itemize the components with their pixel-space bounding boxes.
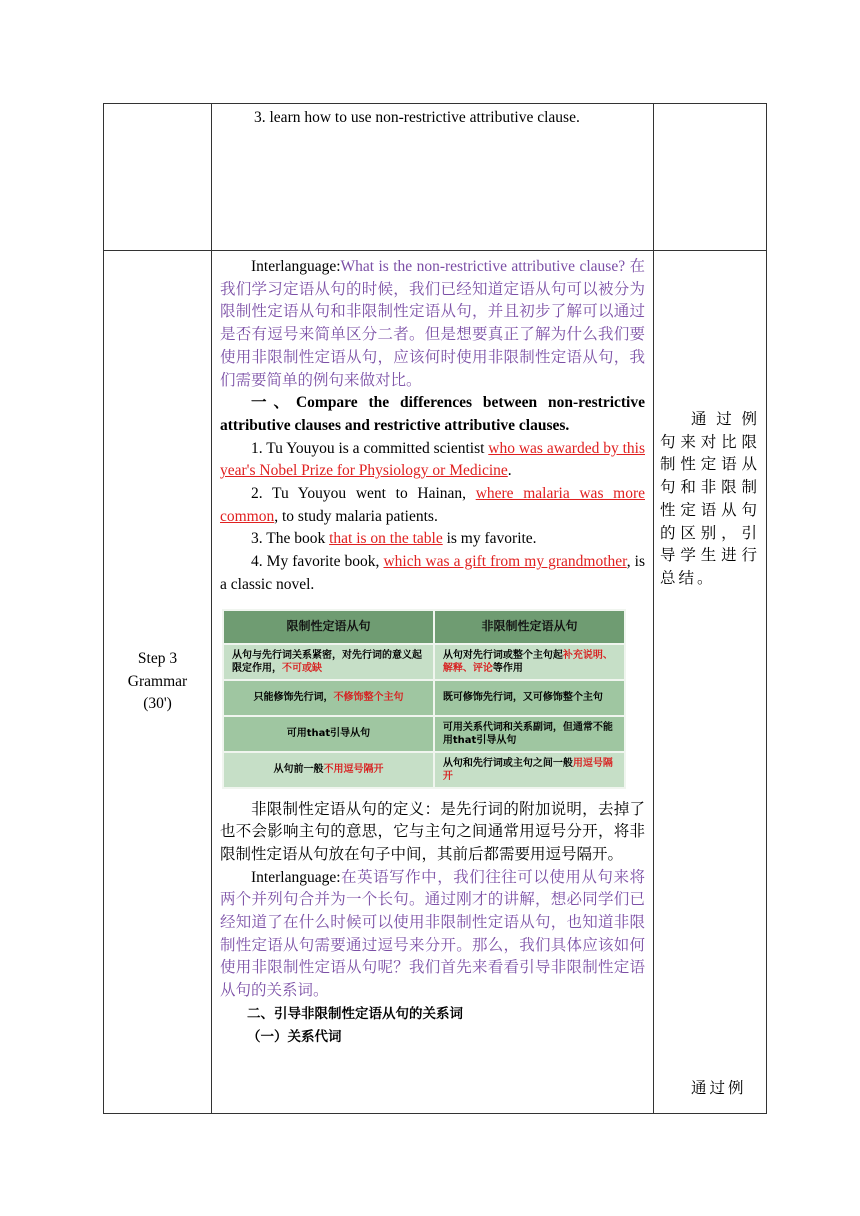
grammar-row (104, 251, 767, 1114)
comparison-row (223, 644, 625, 680)
empty-note-cell (654, 104, 767, 251)
comparison-table (222, 609, 626, 789)
restrictive-cell: 从句与先行词关系紧密，对先行词的意义起限定作用，不可或缺 (223, 644, 434, 680)
intro-text: What is the non-restrictive attributive clause? 在我们学习定语从句的时候，我们已经知道定语从句可以被分为限制性定语从句和非限制性定语从句，并且初步了解可以通过是否有逗号来简单区分二者。但是想要真正了解为什么我们要使用非限制性定语从句，应该何时使用非限制性定语从句，我们需要简单的例句来做对比。 (220, 258, 645, 389)
example-text: 2. Tu Youyou went to Hainan, (251, 485, 476, 503)
header-non-restrictive: 非限制性定语从句 (434, 610, 625, 644)
definition-paragraph: 非限制性定语从句的定义：是先行词的附加说明，去掉了也不会影响主句的意思，它与主句之间通常用逗号分开，将非限制性定语从句放在句子中间，其前后都需要用逗号隔开。 (220, 800, 645, 863)
example-1 (220, 438, 645, 483)
restrictive-cell: 可用that引导从句 (223, 716, 434, 752)
example-clause: who was awarded by this year's Nobel Prize for Physiology or Medicine (220, 439, 645, 480)
example-3 (220, 528, 645, 551)
notes-cell (654, 251, 767, 1114)
non-restrictive-cell: 从句对先行词或整个主句起补充说明、解释、评论等作用 (434, 644, 625, 680)
example-text: , to study malaria patients. (274, 507, 438, 525)
example-text: 1. Tu Youyou is a committed scientist (251, 439, 489, 457)
restrictive-cell: 从句前一般不用逗号隔开 (223, 752, 434, 788)
example-text: . (507, 462, 512, 480)
step-duration: (30') (143, 695, 172, 713)
step-cell (104, 251, 212, 1114)
comparison-row (223, 752, 625, 788)
lesson-plan-table (103, 103, 767, 1114)
example-clause: that is on the table (329, 530, 443, 548)
intro-paragraph (220, 256, 645, 392)
non-restrictive-cell: 可用关系代词和关系副词，但通常不能用that引导从句 (434, 716, 625, 752)
empty-step-cell (104, 104, 212, 251)
example-text: 3. The book (251, 530, 330, 548)
comparison-row (223, 716, 625, 752)
section1-heading: 一、Compare the differences between non-restrictive attributive clauses and restrictive attributive clauses. (220, 394, 645, 434)
non-restrictive-cell: 既可修饰先行词，又可修饰整个主句 (434, 680, 625, 716)
teaching-note-continued: 通过例 (691, 1080, 747, 1097)
main-content-cell (212, 251, 654, 1114)
non-restrictive-cell: 从句和先行词或主句之间一般用逗号隔开 (434, 752, 625, 788)
section2-subheading: （一）关系代词 (247, 1028, 342, 1045)
step-topic: Grammar (127, 672, 188, 690)
objective-text: 3. learn how to use non-restrictive attributive clause. (254, 109, 580, 126)
example-4 (220, 551, 645, 596)
comparison-row (223, 680, 625, 716)
example-clause: which was a gift from my grandmother (383, 553, 627, 571)
example-text: is my favorite. (442, 530, 537, 548)
intro-label: Interlanguage: (251, 258, 341, 275)
restrictive-cell: 只能修饰先行词，不修饰整个主句 (223, 680, 434, 716)
example-2 (220, 483, 645, 528)
step-label: Step 3 (137, 650, 178, 668)
objective-cell (212, 104, 654, 251)
interlanguage-paragraph (220, 867, 645, 1003)
teaching-note: 通过例句来对比限制性定语从句和非限制性定语从句的区别，引导学生进行总结。 (660, 411, 760, 587)
example-text: , is a classic novel. (220, 553, 645, 593)
interlanguage-label: Interlanguage: (251, 868, 341, 886)
objective-row (104, 104, 767, 251)
section2-heading: 二、引导非限制性定语从句的关系词 (247, 1005, 463, 1022)
example-clause: where malaria was more common (220, 485, 645, 525)
comparison-image (222, 609, 626, 789)
header-restrictive: 限制性定语从句 (223, 610, 434, 644)
example-text: 4. My favorite book, (251, 553, 384, 571)
interlanguage-text: 在英语写作中，我们往往可以使用从句来将两个并列句合并为一个长句。通过刚才的讲解，想必同学们已经知道了在什么时候可以使用非限制性定语从句，也知道非限制性定语从句需要通过逗号来分开。那么，我们具体应该如何使用非限制性定语从句呢？我们首先来看看引导非限制性定语从句的关系词。 (220, 868, 645, 1000)
